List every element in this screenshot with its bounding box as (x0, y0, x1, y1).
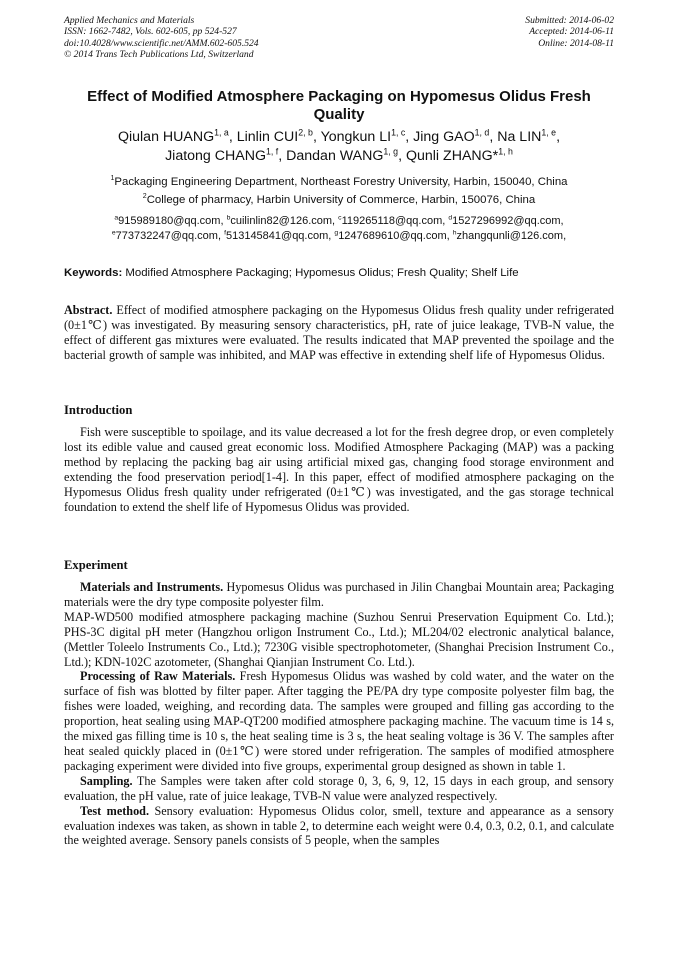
author: Linlin CUI$^{2, b}$ (236, 127, 313, 145)
introduction-heading: Introduction (64, 403, 133, 417)
materials-label: Materials and Instruments. (80, 580, 224, 594)
author: Jing GAO$^{1, d}$ (413, 127, 490, 145)
author: Dandan WANG$^{1, g}$ (286, 145, 399, 164)
email-list (64, 214, 614, 244)
journal-name: Applied Mechanics and Materials (64, 15, 195, 26)
email: $^a$915989180@qq.com, (114, 214, 227, 227)
email: $^h$zhangqunli@126.com, (452, 229, 567, 242)
copyright: © 2014 Trans Tech Publications Ltd, Switzerland (64, 49, 254, 61)
journal-header (64, 15, 259, 61)
email: $^c$119265118@qq.com, (338, 214, 449, 227)
accepted-date: Accepted: 2014-06-11 (529, 26, 614, 38)
keywords-text: Modified Atmosphere Packaging; Hypomesus Olidus; Fresh Quality; Shelf Life (122, 267, 519, 279)
online-date: Online: 2014-08-11 (538, 37, 614, 49)
processing-paragraph: Processing of Raw Materials. Fresh Hypomesus Olidus was washed by cold water, and the water on the surface of fish was blotted by filter paper. After tagging the PE/PA dry type composite polyester film bag, the fishes were loaded, weighing, and recording data. The samples were grouped and filling gas according to the proportion, heat sealing using MAP-QT200 modified atmosphere packaging machine. The vacuum time is 14 s, the mixed gas filling time is 10 s, the heat sealing time is 3 s, the heat sealing voltage is 36 V. The samples after heat sealed quickly placed in (0±1℃) were stored under refrigeration. The samples of modified atmosphere packaging experiment were divided into five groups, experimental group designed as shown in table 1. (64, 669, 614, 773)
sampling-label: Sampling. (80, 773, 133, 788)
email: $^f$513145841@qq.com, (224, 229, 335, 242)
email: $^d$1527296992@qq.com, (448, 214, 564, 227)
author: Qunli ZHANG*$^{1, h}$ (405, 145, 513, 164)
email: $^b$cuilinlin82@126.com, (226, 214, 339, 227)
materials-paragraph: Materials and Instruments. Hypomesus Olidus was purchased in Jilin Changbai Mountain area; Packaging materials were the dry type composite polyester film. (64, 580, 614, 609)
abstract-text: Effect of modified atmosphere packaging on the Hypomesus Olidus fresh quality under refrigerated (0±1℃) was investigated. By measuring sensory characteristics, pH, rate of juice leakage, TVB-N value, the effect of different gas mixtures were evaluated. The results indicated that MAP prevented the spoilage and the bacterial growth of sample was inhibited, and MAP was effective in extending shelf life of Hypomesus Olidus. (64, 303, 614, 362)
author: Jiatong CHANG$^{1, f}$ (165, 145, 279, 164)
author: Yongkun LI$^{1, c}$ (320, 127, 406, 145)
introduction-body (64, 425, 614, 514)
doi: doi:10.4028/www.scientific.net/AMM.602-605.524 (64, 37, 259, 49)
author-list: Qiulan HUANG$^{1, a}$, Linlin CUI$^{2, b}$, Yongkun LI$^{1, c}$, Jing GAO$^{1, d}$, Na LIN$^{1, e}$, Jiatong CHANG$^{1, f}$, Dandan WANG$^{1, g}$, Qunli ZHANG*$^{1, h}$ (117, 127, 561, 164)
abstract-label: Abstract. (64, 303, 113, 317)
instruments-paragraph: MAP-WD500 modified atmosphere packaging machine (Suzhou Senrui Preservation Equipment Co. Ltd.); PHS-3C digital pH meter (Hangzhou orligon Instrument Co., Ltd.); ML204/02 electronic analytical balance, (Mettler Toleelo Instruments Co., Ltd.); 7230G visible spectrophotometer, (Shanghai Precision Instrument Co., Ltd.); KDN-102C azotometer, (Shanghai Qianjian Instrument Co. Ltd.). (64, 609, 614, 669)
paper-title: Effect of Modified Atmosphere Packaging on Hypomesus Olidus Fresh Quality (87, 88, 591, 123)
author: Qiulan HUANG$^{1, a}$ (117, 127, 229, 145)
experiment-heading: Experiment (64, 558, 128, 572)
affiliation: $^2$College of pharmacy, Harbin University of Commerce, Harbin, 150076, China (142, 193, 536, 206)
submitted-date: Submitted: 2014-06-02 (525, 15, 614, 26)
experiment-body (64, 580, 614, 848)
dates-header (525, 15, 614, 49)
processing-label: Processing of Raw Materials. (80, 669, 236, 684)
email: $^g$1247689610@qq.com, (334, 229, 453, 242)
email: $^e$773732247@qq.com, (111, 229, 225, 242)
test-method-label: Test method. (80, 803, 149, 818)
sampling-paragraph: Sampling. The Samples were taken after cold storage 0, 3, 6, 9, 12, 15 days in each group, and sensory evaluation, the pH value, rate of juice leakage, TVB-N value were analyzed respectively. (64, 773, 614, 803)
test-method-paragraph: Test method. Sensory evaluation: Hypomesus Olidus color, smell, texture and appearance as a sensory evaluation indexes was taken, as shown in table 2, to determine each weight were 0.4, 0.3, 0.2, 0.1, and calculate the weighted average. Sensory panels consists of 5 people, when the samples (64, 803, 614, 848)
introduction-paragraph: Fish were susceptible to spoilage, and its value decreased a lot for the fresh degree drop, or even completely lost its edible value and caused great economic loss. Modified Atmosphere Packaging (MAP) was a packing method by replacing the packing bag air using artificial mixed gas, changing food storage environment and extending the food preservation period[1-4]. In this paper, effect of modified atmosphere packaging on the Hypomesus Olidus fresh quality under refrigerated (0±1℃) was investigated, and the gas storage technical foundation to extend the shelf life of Hypomesus Olidus was provided. (64, 425, 614, 514)
keywords-label: Keywords: (64, 267, 123, 279)
keywords (64, 266, 614, 280)
affiliation: $^1$Packaging Engineering Department, Northeast Forestry University, Harbin, 150040, China (110, 175, 568, 188)
issn: ISSN: 1662-7482, Vols. 602-605, pp 524-527 (64, 26, 237, 38)
author: Na LIN$^{1, e}$ (497, 127, 557, 145)
abstract (64, 303, 614, 363)
